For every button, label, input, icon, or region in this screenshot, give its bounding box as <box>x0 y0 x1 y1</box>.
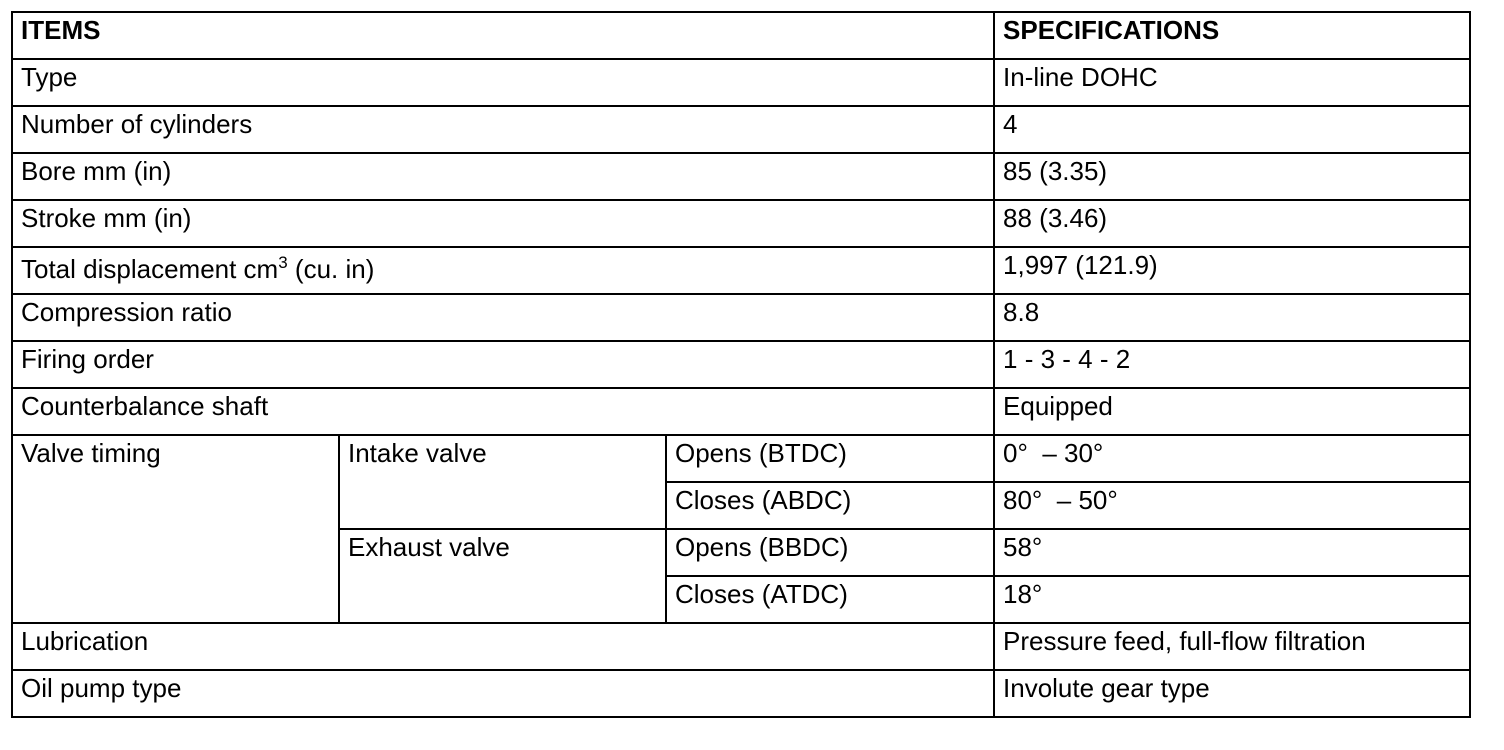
item-cell: Lubrication <box>12 623 994 670</box>
item-cell: Type <box>12 59 994 106</box>
table-row <box>12 388 1470 435</box>
items-header: ITEMS <box>12 12 994 59</box>
table-row <box>12 59 1470 106</box>
spec-cell: Involute gear type <box>994 670 1470 717</box>
intake-valve-cell: Intake valve <box>339 435 666 529</box>
item-cell: Stroke mm (in) <box>12 200 994 247</box>
table-row <box>12 341 1470 388</box>
item-cell: Bore mm (in) <box>12 153 994 200</box>
spec-cell: 85 (3.35) <box>994 153 1470 200</box>
table-row <box>12 153 1470 200</box>
item-cell <box>12 247 994 294</box>
intake-closes-label: Closes (ABDC) <box>666 482 994 529</box>
spec-cell: Equipped <box>994 388 1470 435</box>
spec-cell: In-line DOHC <box>994 59 1470 106</box>
specifications-header: SPECIFICATIONS <box>994 12 1470 59</box>
item-cell: Oil pump type <box>12 670 994 717</box>
superscript: 3 <box>278 253 288 272</box>
valve-timing-cell: Valve timing <box>12 435 339 623</box>
intake-opens-value: 0° – 30° <box>994 435 1470 482</box>
table-row <box>12 294 1470 341</box>
table-row <box>12 247 1470 294</box>
spec-cell: 1,997 (121.9) <box>994 247 1470 294</box>
exhaust-opens-label: Opens (BBDC) <box>666 529 994 576</box>
table-row <box>12 200 1470 247</box>
table-row <box>12 435 1470 482</box>
intake-opens-label: Opens (BTDC) <box>666 435 994 482</box>
spec-cell: 1 - 3 - 4 - 2 <box>994 341 1470 388</box>
spec-cell: Pressure feed, full-flow filtration <box>994 623 1470 670</box>
specifications-table <box>11 11 1471 718</box>
table-header-row <box>12 12 1470 59</box>
exhaust-closes-value: 18° <box>994 576 1470 623</box>
intake-closes-value: 80° – 50° <box>994 482 1470 529</box>
item-text-suffix: (cu. in) <box>287 254 375 284</box>
exhaust-opens-value: 58° <box>994 529 1470 576</box>
item-cell: Counterbalance shaft <box>12 388 994 435</box>
item-text: Total displacement cm <box>21 254 279 284</box>
table-row <box>12 623 1470 670</box>
exhaust-valve-cell: Exhaust valve <box>339 529 666 623</box>
spec-cell: 88 (3.46) <box>994 200 1470 247</box>
exhaust-closes-label: Closes (ATDC) <box>666 576 994 623</box>
spec-cell: 8.8 <box>994 294 1470 341</box>
item-cell: Firing order <box>12 341 994 388</box>
table-row <box>12 670 1470 717</box>
table-row <box>12 106 1470 153</box>
item-cell: Number of cylinders <box>12 106 994 153</box>
spec-cell: 4 <box>994 106 1470 153</box>
item-cell: Compression ratio <box>12 294 994 341</box>
